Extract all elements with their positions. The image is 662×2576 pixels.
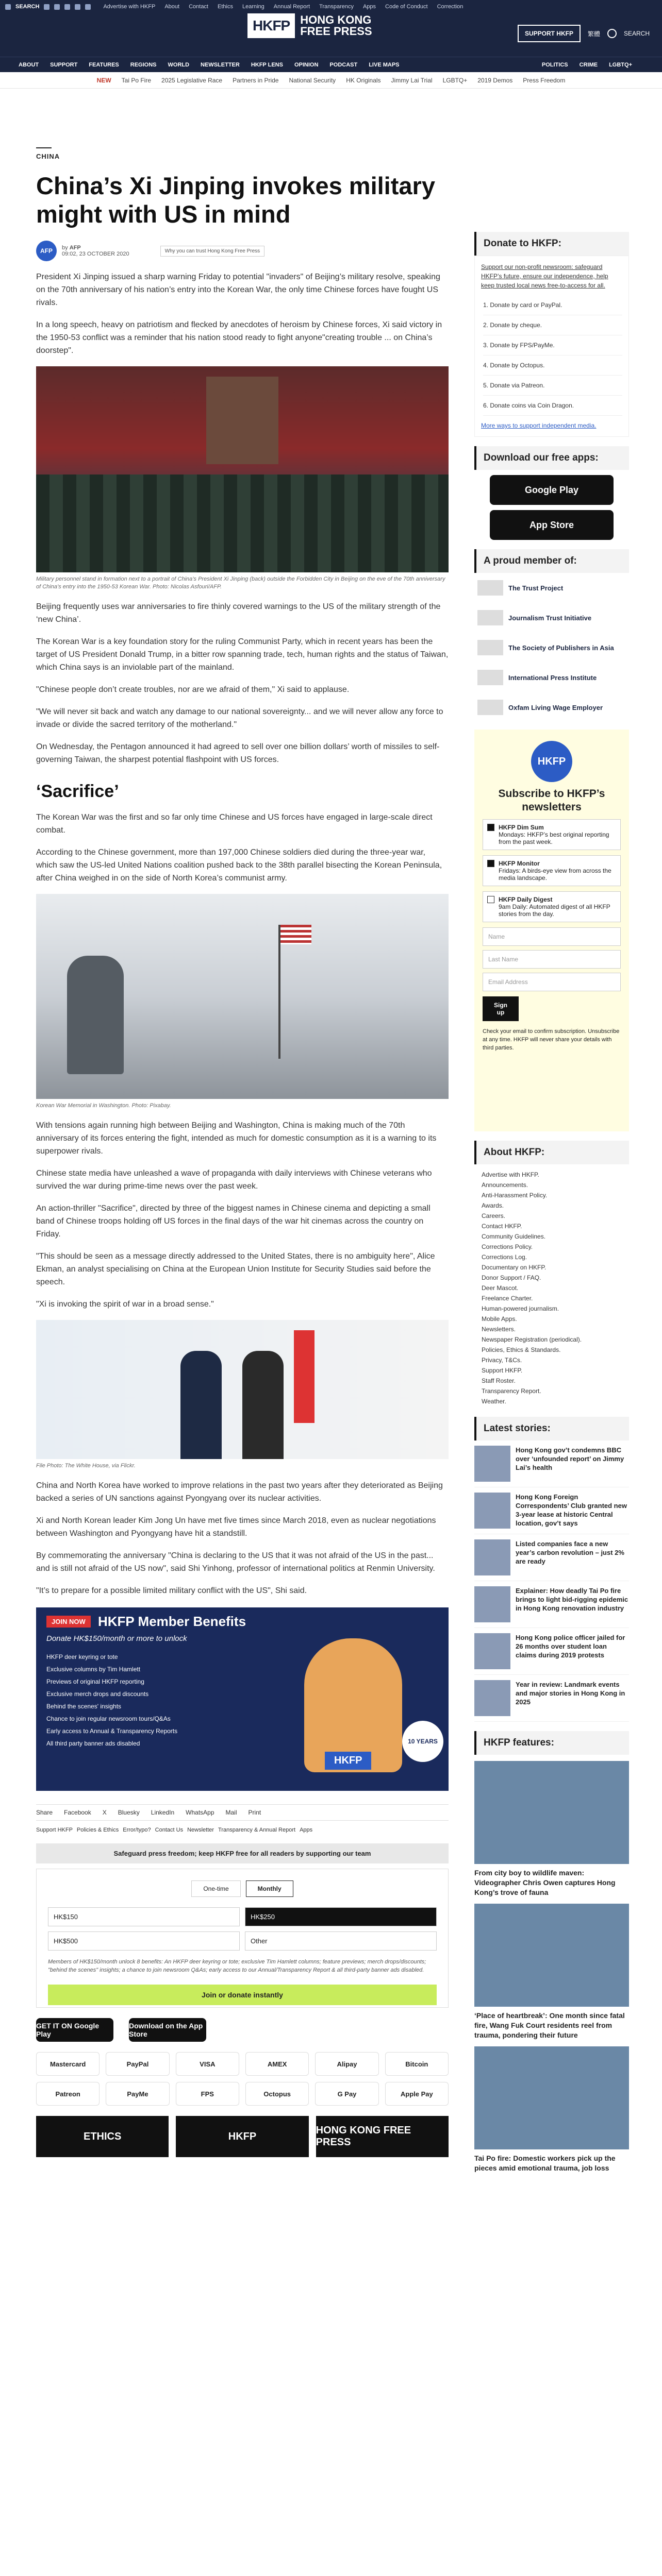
sidebar [474, 232, 629, 2173]
donate-list [481, 295, 622, 416]
person-shape [242, 1351, 284, 1459]
photo-caption: Military personnel stand in formation next to a portrait of China’s President Xi Jinping (back) outside the Forbidden City in Beijing on the eve of the 70th anniversary of China’s entry into the 1950-53 Korean War. Photo: Nicolas Asfouri/AFP. [36, 576, 445, 590]
share-link[interactable]: Share [36, 1809, 53, 1816]
newsletter-options [483, 819, 621, 922]
apps-heading: Download our free apps: [474, 446, 629, 470]
search-icon[interactable] [607, 29, 617, 38]
paragraph: China and North Korea have worked to improve relations in the past two years after they deteriorated as Beijing backed a series of UN sanctions against Pyongyang over its nuclear activities. [36, 1481, 443, 1503]
membership-subtitle: Donate HK$150/month or more to unlock [46, 1634, 187, 1643]
share-link[interactable]: X [102, 1809, 107, 1816]
input-field[interactable]: Email Address [483, 973, 621, 991]
payment-icon: Apple Pay [385, 2082, 449, 2106]
newsletter-title: Subscribe to HKFP’s newsletters [498, 788, 605, 813]
latest-story[interactable] [474, 1534, 629, 1581]
perk-item: Behind the scenes' insights [46, 1703, 122, 1710]
newsletter-name: HKFP Dim Sum [499, 824, 544, 831]
top-link[interactable]: Annual Report [273, 4, 310, 10]
member-logo [477, 700, 503, 715]
newsletter-name: HKFP Monitor [499, 860, 540, 867]
donate-note: Members of HK$150/month unlock 8 benefits: An HKFP deer keyring or tote; exclusive Tim Hamlett columns; feature previews; merch drops/discounts; "behind the scenes" insights; a chance to join newsroom Q&As; early access to our Annual/Transparency Report & all third-party banner ads disabled. [48, 1959, 426, 1973]
about-link[interactable]: Mobile Apps. [482, 1315, 517, 1323]
about-link[interactable]: Human-powered journalism. [482, 1305, 559, 1312]
story-title[interactable]: Explainer: How deadly Tai Po fire brings to light bid-rigging epidemic in Hong Kong renovation industry [516, 1587, 628, 1612]
checkbox[interactable] [487, 860, 494, 867]
about-link[interactable]: Community Guidelines. [482, 1233, 546, 1240]
paragraph: The Korean War was the first and so far only time Chinese and US forces have engaged in large-scale direct combat. [36, 813, 433, 835]
donate-text[interactable]: Support our non-profit newsroom: safeguard HKFP’s future, ensure our independence, help keep trusted local news free-to-access for all. [481, 263, 608, 289]
donate-more-link[interactable]: More ways to support independent media. [481, 422, 597, 429]
member-list [474, 573, 629, 722]
story-title[interactable]: Hong Kong gov’t condemns BBC over ‘unfounded report’ on Jimmy Lai’s health [516, 1446, 624, 1471]
story-thumbnail [474, 1680, 510, 1716]
feature-title[interactable]: From city boy to wildlife maven: Videographer Chris Owen captures Hong Kong’s trove of fauna [474, 1869, 616, 1896]
photo-military-formation [36, 366, 449, 572]
donate-option[interactable]: 6. Donate coins via Coin Dragon. [483, 396, 622, 416]
share-link[interactable]: Bluesky [118, 1809, 140, 1816]
paragraph: "Xi is invoking the spirit of war in a broad sense." [36, 1300, 214, 1309]
publish-date: 09:02, 23 OCTOBER 2020 [62, 251, 129, 257]
flag-shape [280, 925, 311, 944]
top-link[interactable]: Ethics [218, 4, 233, 10]
payment-icon: PayPal [106, 2052, 169, 2076]
feature-story[interactable] [474, 2046, 629, 2173]
tab-monthly[interactable]: Monthly [246, 1880, 293, 1897]
member-heading: A proud member of: [474, 549, 629, 573]
story-title[interactable]: Listed companies face a new year’s carbon revolution – just 2% are ready [516, 1540, 624, 1565]
footer-link[interactable]: Support HKFP [36, 1827, 73, 1833]
trend-label: NEW [96, 76, 111, 84]
membership-title: HKFP Member Benefits [98, 1614, 246, 1629]
member-item[interactable] [474, 573, 629, 603]
nav-item[interactable]: PODCAST [329, 61, 358, 68]
member-logo [477, 670, 503, 685]
google-play-badge[interactable]: GET IT ON Google Play [36, 2018, 113, 2042]
paragraph: "This should be seen as a message directly addressed to the United States, there is no ambiguity here", Alice Ekman, an analyst specialising on China at the European Union Institute for Security Studies said before the speech. [36, 1252, 435, 1286]
member-item[interactable] [474, 633, 629, 663]
about-link[interactable]: Freelance Charter. [482, 1295, 533, 1302]
story-thumbnail [474, 1446, 510, 1482]
newsletter-desc: Fridays: A birds-eye view from across the media landscape. [499, 867, 611, 882]
support-button[interactable]: SUPPORT HKFP [518, 25, 581, 42]
x-icon[interactable] [54, 4, 60, 10]
paragraph: According to the Chinese government, more than 197,000 Chinese soldiers died during the three-year war, which saw the US-led United Nations coalition pushed back to the 38th parallel bisecting the Korean Peninsula, after China weighed in on the side of North Korea’s communist army. [36, 848, 442, 883]
payment-icon: VISA [176, 2052, 239, 2076]
photo-caption: File Photo: The White House, via Flickr. [36, 1463, 136, 1469]
trend-item[interactable]: LGBTQ+ [442, 76, 468, 84]
donate-option[interactable]: 4. Donate by Octopus. [483, 355, 622, 376]
author-info: by AFP 09:02, 23 OCTOBER 2020 [62, 245, 129, 257]
newsletter-desc: Mondays: HKFP’s best original reporting from the past week. [499, 831, 609, 845]
input-field[interactable]: Last Name [483, 950, 621, 969]
article-body [36, 270, 449, 1597]
about-links [474, 1164, 629, 1412]
latest-story[interactable] [474, 1628, 629, 1675]
header-actions [518, 25, 650, 42]
perk-item: Early access to Annual & Transparency Reports [46, 1727, 178, 1735]
newsletter-option[interactable] [483, 891, 621, 922]
app-store-button[interactable]: App Store [490, 510, 614, 540]
about-link[interactable]: Transparency Report. [482, 1387, 541, 1395]
feature-image [474, 1761, 629, 1864]
share-link[interactable]: Facebook [64, 1809, 91, 1816]
story-thumbnail [474, 1633, 510, 1669]
newsletter-box [474, 730, 629, 1131]
top-link[interactable]: Contact [189, 4, 208, 10]
photo-caption: Korean War Memorial in Washington. Photo: Pixabay. [36, 1103, 171, 1109]
member-name: Journalism Trust Initiative [508, 614, 592, 622]
article-title: China’s Xi Jinping invokes military might with US in mind [36, 172, 435, 228]
flag-shape [294, 1330, 315, 1423]
nav-item[interactable]: CRIME [579, 61, 598, 68]
footer-links [36, 1827, 449, 1833]
payment-icon: Patreon [36, 2082, 100, 2106]
trend-item[interactable]: 2019 Demos [477, 76, 513, 84]
latest-story[interactable] [474, 1675, 629, 1722]
story-title[interactable]: Year in review: Landmark events and major stories in Hong Kong in 2025 [516, 1681, 625, 1706]
checkbox[interactable] [487, 896, 494, 903]
member-name: International Press Institute [508, 673, 597, 682]
member-logo [477, 580, 503, 596]
perk-item: Chance to join regular newsroom tours/Q&As [46, 1715, 171, 1722]
about-link[interactable]: Announcements. [482, 1181, 528, 1189]
nav-item[interactable]: NEWSLETTER [201, 61, 240, 68]
soldiers-shape [36, 474, 449, 572]
newsletter-option[interactable] [483, 819, 621, 850]
share-bar [36, 1804, 449, 1821]
donate-option[interactable]: 2. Donate by cheque. [483, 315, 622, 335]
story-title[interactable]: Hong Kong police officer jailed for 26 months over student loan claims during 2019 protests [516, 1634, 625, 1659]
payment-icon: AMEX [245, 2052, 309, 2076]
payment-icon: G Pay [315, 2082, 378, 2106]
amount-options [48, 1907, 437, 1951]
top-links [103, 4, 463, 10]
member-item[interactable] [474, 692, 629, 722]
about-link[interactable]: Weather. [482, 1398, 506, 1405]
nav-item[interactable]: HKFP LENS [251, 61, 283, 68]
paragraph: By commemorating the anniversary "China is declaring to the US that it was not afraid of the US in the past... and is still not afraid of the US now", said Shi Yinhong, professor of international politics at Renmin University. [36, 1551, 435, 1573]
paragraph: In a long speech, heavy on patriotism and flecked by anecdotes of heroism by Chinese forces, Xi said victory in the 1950-53 conflict was a reminder that his nation stood ready to fight anyone"creating trouble ... on China’s doorstep". [36, 320, 442, 355]
paragraph: "It’s to prepare for a possible limited military conflict with the US", Shi said. [36, 1586, 307, 1595]
feature-story[interactable] [474, 1761, 629, 1897]
paragraph: President Xi Jinping issued a sharp warning Friday to potential "invaders" of Beijing’s military resolve, speaking on the 70th anniversary of his nation’s entry into the Korean War, the only time Chinese forces have fought US rivals. [36, 273, 440, 307]
anniversary-badge: 10 YEARS [402, 1721, 443, 1762]
top-link[interactable]: Transparency [319, 4, 354, 10]
search-link[interactable]: SEARCH [623, 30, 650, 37]
latest-list [474, 1440, 629, 1722]
share-link[interactable]: Print [248, 1809, 261, 1816]
email-icon[interactable] [85, 4, 91, 10]
payment-icon: Alipay [315, 2052, 378, 2076]
language-link[interactable]: 繁體 [587, 30, 600, 38]
top-link[interactable]: Apps [362, 4, 376, 10]
paragraph: Chinese state media have unleashed a wave of propaganda with daily interviews with Chinese veterans who survived the war during prime-time news over the past week. [36, 1169, 432, 1191]
top-link[interactable]: Code of Conduct [385, 4, 428, 10]
donate-widget [36, 1869, 449, 2008]
features-list [474, 1761, 629, 2173]
amount-option[interactable]: Other [245, 1931, 437, 1951]
app-badges [36, 2018, 449, 2042]
about-link[interactable]: Staff Roster. [482, 1377, 516, 1384]
latest-story[interactable] [474, 1440, 629, 1487]
search-label[interactable]: SEARCH [15, 4, 40, 10]
article-column [36, 118, 449, 2157]
member-name: The Society of Publishers in Asia [508, 643, 614, 652]
story-thumbnail [474, 1493, 510, 1529]
join-now-badge[interactable]: JOIN NOW [46, 1616, 91, 1628]
about-link[interactable]: Advertise with HKFP. [482, 1171, 539, 1178]
nav-item[interactable]: FEATURES [89, 61, 119, 68]
donate-strip[interactable]: Safeguard press freedom; keep HKFP free for all readers by supporting our team [36, 1843, 449, 1863]
top-link[interactable]: Advertise with HKFP [103, 4, 156, 10]
top-utility-bar [0, 0, 662, 13]
features-heading: HKFP features: [474, 1731, 629, 1755]
avatar[interactable]: AFP [36, 241, 57, 261]
about-link[interactable]: Documentary on HKFP. [482, 1264, 547, 1271]
photo-trump-xi [36, 1320, 449, 1459]
payment-icon: Octopus [245, 2082, 309, 2106]
perk-item: Previews of original HKFP reporting [46, 1678, 144, 1685]
search-icon[interactable] [5, 4, 11, 10]
share-link[interactable]: Mail [225, 1809, 237, 1816]
bottom-banner[interactable]: HONG KONG FREE PRESS [316, 2116, 449, 2157]
member-logo [477, 640, 503, 655]
perk-item: HKFP deer keyring or tote [46, 1653, 118, 1660]
instagram-icon[interactable] [64, 4, 70, 10]
category-rule [36, 147, 52, 148]
feature-title[interactable]: Tai Po fire: Domestic workers pick up the pieces amid emotional trauma, job loss [474, 2154, 616, 2172]
about-heading: About HKFP: [474, 1141, 629, 1164]
paragraph: With tensions again running high between Beijing and Washington, China is making much of the 70th anniversary of its forces entering the fight, intended as much for domestic consumption as it is a warning to its superpower rivals. [36, 1121, 437, 1156]
social-icons [5, 4, 91, 10]
nav-item[interactable]: LGBTQ+ [609, 61, 632, 68]
newsletter-desc: 9am Daily: Automated digest of all HKFP stories from the day. [499, 903, 610, 918]
about-link[interactable]: Deer Mascot. [482, 1284, 519, 1292]
site-header [0, 13, 662, 57]
feature-image [474, 1904, 629, 2007]
nav-item[interactable]: LIVE MAPS [369, 61, 400, 68]
feature-image [474, 2046, 629, 2149]
paragraph: "We will never sit back and watch any damage to our national sovereignty... and we will never allow any force to invade or divide the sacred territory of the motherland." [36, 707, 443, 729]
payment-icon: FPS [176, 2082, 239, 2106]
flagpole-shape [278, 925, 280, 1059]
about-link[interactable]: Careers. [482, 1212, 506, 1219]
top-link[interactable]: Correction [437, 4, 464, 10]
trend-item[interactable]: HK Originals [346, 76, 381, 84]
newsletter-text [499, 860, 616, 882]
google-play-button[interactable]: Google Play [490, 475, 614, 505]
about-link[interactable]: Newsletters. [482, 1326, 516, 1333]
about-link[interactable]: Support HKFP. [482, 1367, 523, 1374]
main-nav-items [19, 62, 411, 68]
story-thumbnail [474, 1586, 510, 1622]
donate-tabs [48, 1880, 437, 1897]
bottom-banner[interactable]: HKFP [176, 2116, 308, 2157]
member-name: The Trust Project [508, 584, 564, 592]
paragraph: Beijing frequently uses war anniversaries to fire thinly covered warnings to the US of the military strength of the ‘new China’. [36, 602, 441, 624]
latest-story[interactable] [474, 1487, 629, 1534]
payment-icon: PayMe [106, 2082, 169, 2106]
top-link[interactable]: About [164, 4, 180, 10]
donate-option[interactable]: 3. Donate by FPS/PayMe. [483, 335, 622, 355]
feature-title[interactable]: ‘Place of heartbreak’: One month since fatal fire, Wang Fuk Court residents reel from trauma, pondering their future [474, 2011, 625, 2039]
facebook-icon[interactable] [44, 4, 49, 10]
perks-list [46, 1651, 268, 1750]
share-link[interactable]: WhatsApp [186, 1809, 214, 1816]
trending-bar [0, 72, 662, 89]
about-link[interactable]: Policies, Ethics & Standards. [482, 1346, 561, 1353]
mascot-label: HKFP [325, 1752, 371, 1770]
latest-heading: Latest stories: [474, 1417, 629, 1440]
tab-one-time[interactable]: One-time [191, 1880, 240, 1897]
payment-icon: Bitcoin [385, 2052, 449, 2076]
payment-icon: Mastercard [36, 2052, 100, 2076]
donate-heading: Donate to HKFP: [474, 232, 629, 256]
input-field[interactable]: Name [483, 927, 621, 946]
paragraph: Xi and North Korean leader Kim Jong Un have met five times since March 2018, even as nuclear negotiations between Washington and Pyongyang have hit a standstill. [36, 1516, 436, 1538]
section-heading: ‘Sacrifice’ [36, 782, 119, 801]
nav-item[interactable]: SUPPORT [50, 61, 78, 68]
about-link[interactable]: Corrections Log. [482, 1253, 527, 1261]
footer-link[interactable]: Apps [300, 1827, 313, 1833]
donate-option[interactable]: 1. Donate by card or PayPal. [483, 295, 622, 315]
newsletter-name: HKFP Daily Digest [499, 896, 553, 903]
signup-button[interactable]: Sign up [483, 996, 519, 1021]
main-nav-right [542, 62, 643, 68]
about-link[interactable]: Contact HKFP. [482, 1223, 522, 1230]
share-link[interactable]: LinkedIn [151, 1809, 175, 1816]
paragraph: "Chinese people don’t create troubles, nor are we afraid of them," Xi said to applause. [36, 685, 350, 694]
nav-item[interactable]: ABOUT [19, 61, 39, 68]
perk-item: Exclusive columns by Tim Hamlett [46, 1666, 141, 1673]
person-shape [180, 1351, 222, 1459]
latest-story[interactable] [474, 1581, 629, 1628]
newsletter-fields [483, 927, 621, 991]
amount-option[interactable]: HK$150 [48, 1907, 240, 1926]
footer-link[interactable]: Error/typo? [123, 1827, 151, 1833]
footer-link[interactable]: Policies & Ethics [76, 1827, 119, 1833]
trust-link[interactable]: Why you can trust Hong Kong Free Press [160, 246, 265, 257]
nav-item[interactable]: WORLD [168, 61, 190, 68]
byline [36, 241, 449, 261]
about-link[interactable]: Donor Support / FAQ. [482, 1274, 541, 1281]
trend-item[interactable]: Jimmy Lai Trial [391, 76, 433, 84]
amount-option[interactable]: HK$500 [48, 1931, 240, 1951]
bottom-banner[interactable]: ETHICS [36, 2116, 169, 2157]
footer-link[interactable]: Contact Us [155, 1827, 184, 1833]
nav-item[interactable]: REGIONS [130, 61, 157, 68]
membership-banner[interactable] [36, 1607, 449, 1791]
logo-box: HKFP [247, 13, 295, 38]
paragraph: The Korean War is a key foundation story for the ruling Communist Party, which in recent years has been the target of US President Donald Trump, in a bitter row spanning trade, tech, human rights and the status of Taiwan, which China says is an inviolable part of the mainland. [36, 637, 449, 672]
trend-item[interactable]: Press Freedom [523, 76, 566, 84]
nav-item[interactable]: POLITICS [541, 61, 568, 68]
footer-link[interactable]: Transparency & Annual Report [218, 1827, 296, 1833]
member-item[interactable] [474, 603, 629, 633]
about-link[interactable]: Corrections Policy. [482, 1243, 533, 1250]
bottom-banners [36, 2116, 449, 2157]
story-title[interactable]: Hong Kong Foreign Correspondents’ Club granted new 3-year lease at historic Central location, gov’t says [516, 1493, 627, 1527]
newsletter-logo: HKFP [531, 741, 572, 782]
member-name: Oxfam Living Wage Employer [508, 703, 603, 711]
app-store-badge[interactable]: Download on the App Store [129, 2018, 206, 2042]
logo-text: HONG KONG FREE PRESS [300, 13, 372, 38]
trend-item[interactable]: National Security [289, 76, 336, 84]
top-link[interactable]: Learning [242, 4, 264, 10]
main-nav [0, 57, 662, 72]
footer-link[interactable]: Newsletter [187, 1827, 214, 1833]
photo-war-memorial [36, 894, 449, 1099]
author-name[interactable]: AFP [69, 245, 81, 251]
member-logo [477, 610, 503, 625]
perk-item: Exclusive merch drops and discounts [46, 1690, 149, 1698]
newsletter-text [499, 824, 616, 845]
about-link[interactable]: Privacy, T&Cs. [482, 1357, 522, 1364]
about-link[interactable]: Awards. [482, 1202, 504, 1209]
member-item[interactable] [474, 663, 629, 692]
newsletter-note: Check your email to confirm subscription. Unsubscribe at any time. HKFP will never share your details with third parties. [483, 1028, 620, 1051]
paragraph: On Wednesday, the Pentagon announced it had agreed to sell over one billion dollars’ worth of missiles to self-governing Taiwan, the sharpest potential flashpoint with US forces. [36, 742, 440, 764]
about-link[interactable]: Anti-Harassment Policy. [482, 1192, 548, 1199]
amount-option[interactable]: HK$250 [245, 1907, 437, 1926]
checkbox[interactable] [487, 824, 494, 831]
category-label[interactable]: CHINA [36, 152, 60, 160]
join-button[interactable]: Join or donate instantly [48, 1985, 437, 2005]
newsletter-text [499, 896, 616, 918]
statue-shape [67, 956, 124, 1074]
paragraph: An action-thriller "Sacrifice", directed by three of the biggest names in Chinese cinema and depicting a small band of Chinese troops holding off US forces in the final days of the war hit cinemas across the country on Friday. [36, 1204, 431, 1239]
newsletter-option[interactable] [483, 855, 621, 886]
feature-story[interactable] [474, 1904, 629, 2040]
story-thumbnail [474, 1539, 510, 1575]
youtube-icon[interactable] [75, 4, 80, 10]
about-link[interactable]: Newspaper Registration (periodical). [482, 1336, 582, 1343]
portrait-shape [206, 377, 278, 464]
trend-item[interactable]: Tai Po Fire [121, 76, 152, 84]
site-logo[interactable] [247, 13, 372, 38]
trend-item[interactable]: 2025 Legislative Race [161, 76, 223, 84]
nav-item[interactable]: OPINION [294, 61, 319, 68]
trend-item[interactable]: Partners in Pride [233, 76, 279, 84]
donate-panel [474, 256, 629, 437]
payment-methods [36, 2052, 449, 2106]
perk-item: All third party banner ads disabled [46, 1740, 140, 1747]
donate-option[interactable]: 5. Donate via Patreon. [483, 376, 622, 396]
